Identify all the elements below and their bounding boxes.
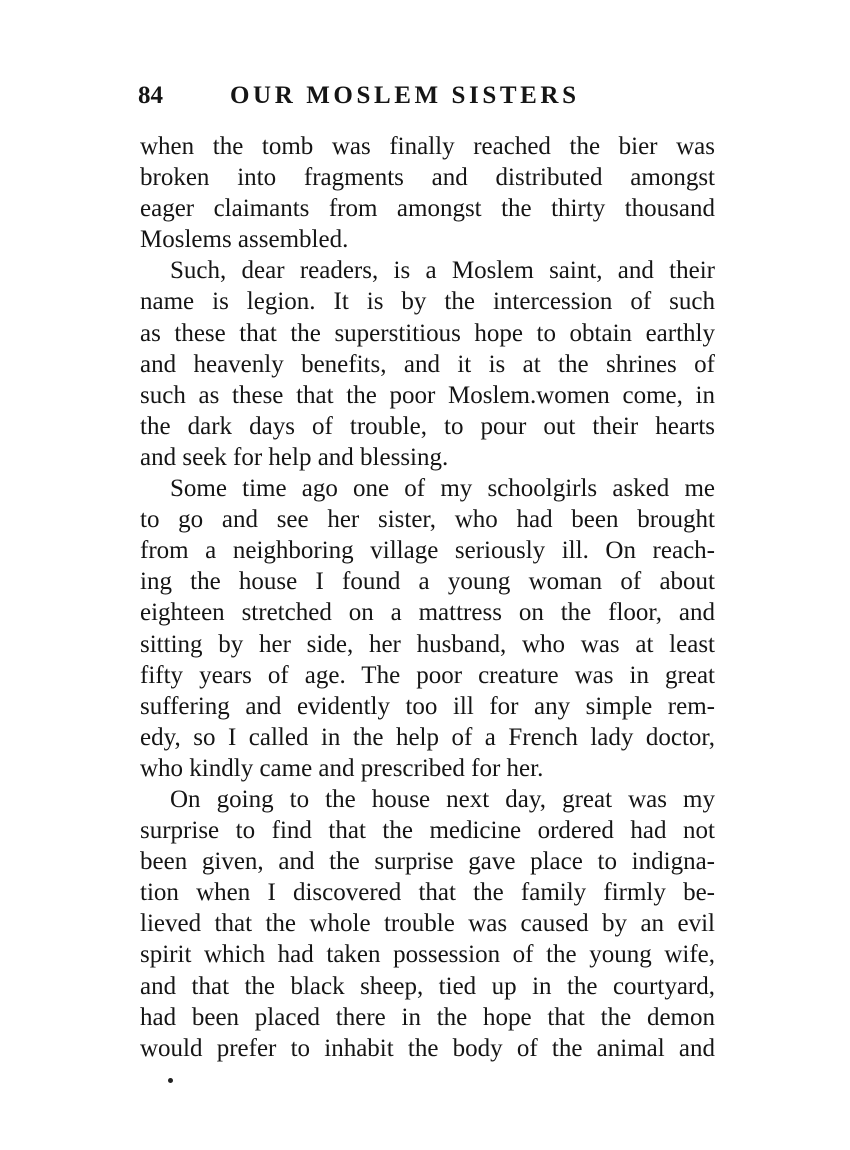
text-line: and heavenly benefits, and it is at the shrines of xyxy=(140,350,715,378)
paragraph xyxy=(140,255,715,473)
text-line: been given, and the surprise gave place to indigna- xyxy=(140,848,715,876)
paragraph xyxy=(140,473,715,784)
text-line: fifty years of age. The poor creature was in great xyxy=(140,661,715,689)
text-line: Such, dear readers, is a Moslem saint, and their xyxy=(170,257,715,285)
text-line: when the tomb was finally reached the bier was xyxy=(140,133,715,160)
text-line: surprise to find that the medicine ordered had not xyxy=(140,817,715,845)
text-line: Some time ago one of my schoolgirls asked me xyxy=(170,475,715,503)
text-line: as these that the superstitious hope to obtain earthly xyxy=(140,319,715,347)
book-title: OUR MOSLEM SISTERS xyxy=(230,82,580,109)
text-line: from a neighboring village seriously ill. On reach- xyxy=(140,537,715,565)
text-line: Moslems assembled. xyxy=(140,226,349,254)
text-line: and that the black sheep, tied up in the courtyard, xyxy=(140,972,715,1000)
text-line: suffering and evidently too ill for any simple rem- xyxy=(140,692,715,720)
body-text xyxy=(140,131,715,1064)
text-line: eager claimants from amongst the thirty thousand xyxy=(140,195,715,223)
text-line: who kindly came and prescribed for her. xyxy=(140,754,544,782)
text-line: spirit which had taken possession of the young wife, xyxy=(140,941,715,969)
text-line: to go and see her sister, who had been brought xyxy=(140,506,715,534)
text-line: would prefer to inhabit the body of the animal and xyxy=(140,1034,715,1062)
text-line: lieved that the whole trouble was caused by an evil xyxy=(140,910,715,938)
text-line: tion when I discovered that the family firmly be- xyxy=(140,879,715,907)
ink-speck xyxy=(168,1078,173,1083)
text-line: name is legion. It is by the intercession of such xyxy=(140,288,715,316)
text-line: sitting by her side, her husband, who was at least xyxy=(140,630,715,658)
running-head xyxy=(138,78,738,114)
paragraph xyxy=(140,784,715,1064)
text-line: edy, so I called in the help of a French lady doctor, xyxy=(140,723,715,751)
text-line: ing the house I found a young woman of about xyxy=(140,568,715,596)
text-line: and seek for help and blessing. xyxy=(140,443,449,471)
text-line: broken into fragments and distributed amongst xyxy=(140,164,715,192)
text-line: eighteen stretched on a mattress on the floor, and xyxy=(140,599,715,627)
paragraph xyxy=(140,131,715,255)
text-line: such as these that the poor Moslem.women come, in xyxy=(140,381,715,409)
text-line: On going to the house next day, great was my xyxy=(170,785,715,813)
text-line: the dark days of trouble, to pour out their hearts xyxy=(140,412,715,440)
page-number: 84 xyxy=(138,82,163,109)
text-line: had been placed there in the hope that the demon xyxy=(140,1003,715,1031)
